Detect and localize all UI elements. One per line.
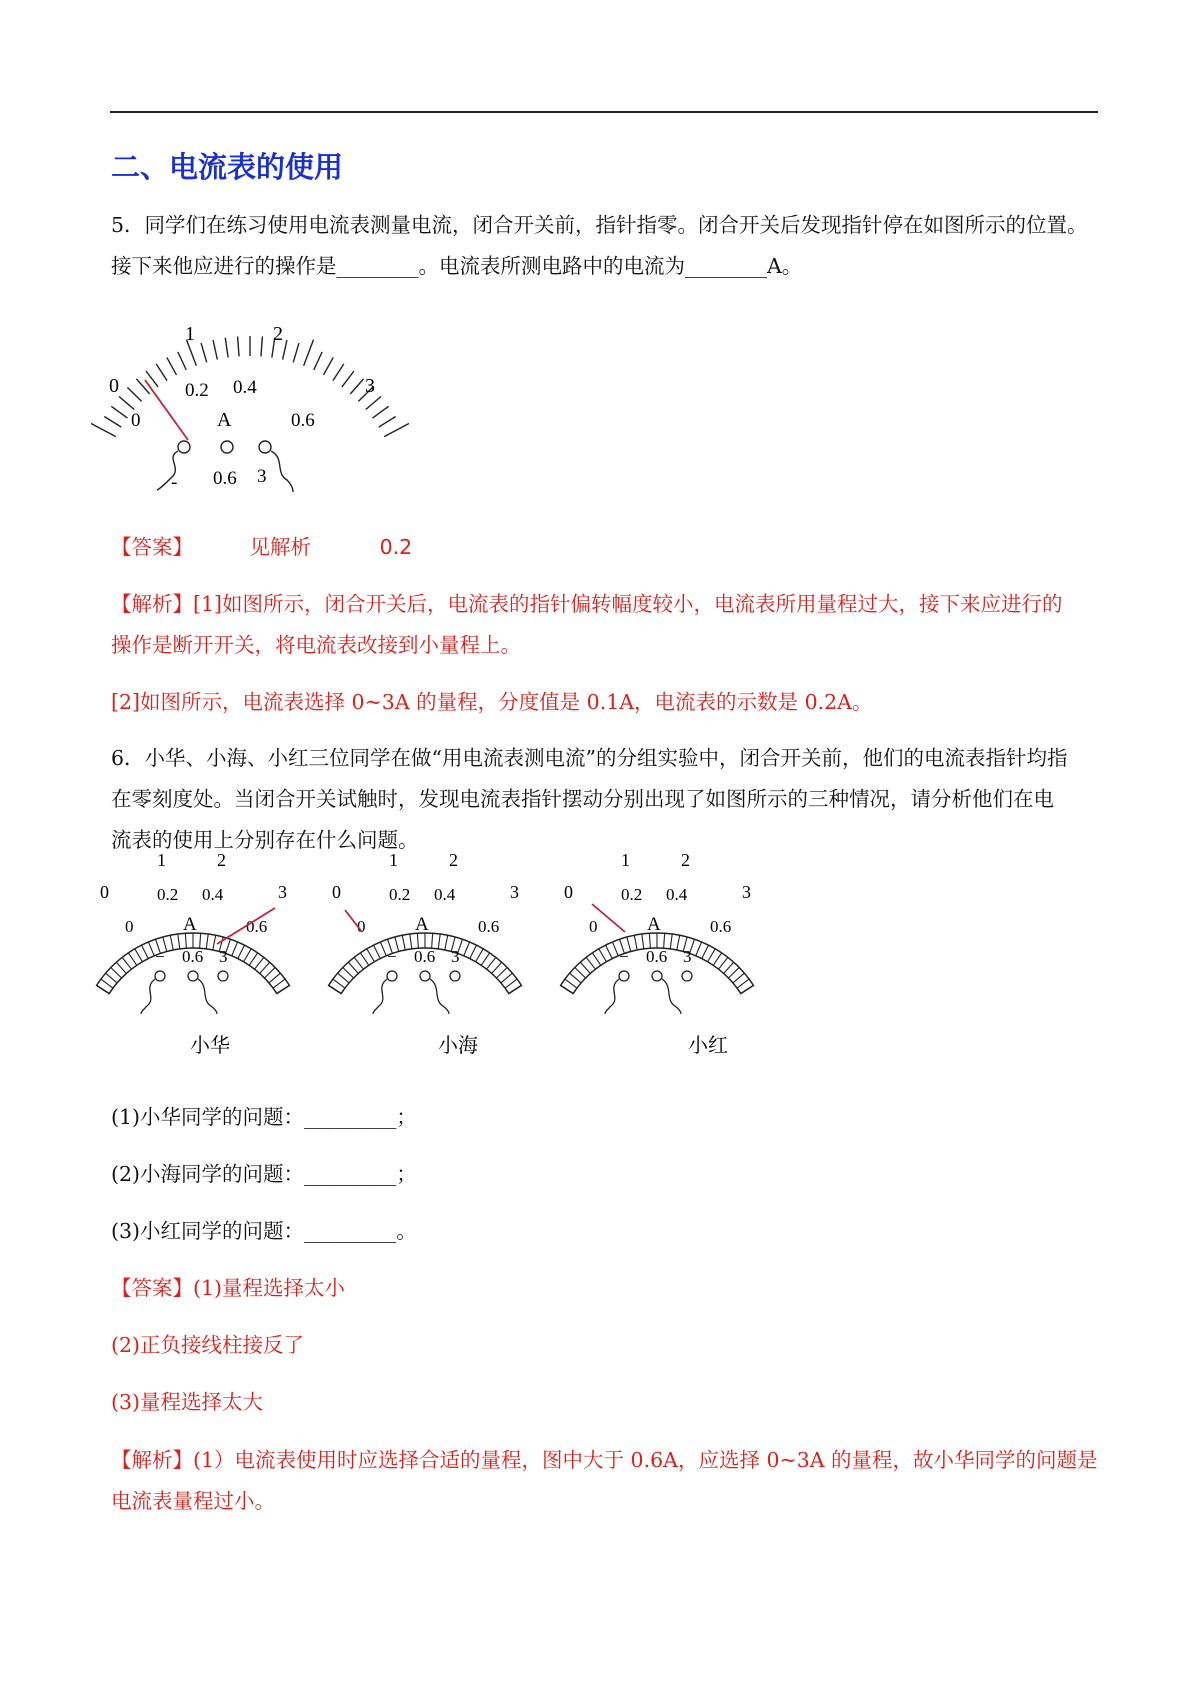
q6-question-3: (3)小红同学的问题：_________。 [111,1219,417,1243]
scale-tick [329,985,342,993]
scale-tick [741,985,754,993]
scale-tick [664,933,665,948]
scale-tick [612,942,618,956]
meter-name-xiaohua: 小华 [190,1033,230,1057]
scale-tick [283,340,287,360]
q5-lower-label: 0 [131,410,141,431]
unit-label: A [183,914,197,935]
scale-tick [642,934,644,949]
scale-tick [260,962,270,973]
scale-tick [244,949,252,962]
section-title: 二、电流表的使用 [111,150,344,184]
wire [430,979,449,1014]
terminal [652,971,662,981]
wire [373,979,387,1014]
q6-line3: 流表的使用上分别存在什么问题。 [111,828,419,852]
ammeter [329,850,522,1014]
q5-line2: 接下来他应进行的操作是________。电流表所测电路中的电流为________A。 [111,254,803,278]
q5-analysis-2: [2]如图所示，电流表选择 0~3A 的量程，分度值是 0.1A，电流表的示数是 0.2A。 [111,690,873,714]
scale-tick [255,957,264,969]
terminal-label: − [619,947,629,966]
lower-label: 0.6 [246,917,268,936]
q6-answer-3: (3)量程选择太大 [111,1390,264,1414]
scale-tick [586,957,595,969]
scale-tick [238,945,245,958]
scale-tick [592,953,600,965]
scale-tick [438,934,440,949]
lower-label: 0 [357,917,366,936]
q5-lower-label: 0.6 [291,410,315,431]
lower-label: 0.2 [389,885,411,904]
scale-tick [724,962,734,973]
scale-tick [128,953,136,965]
scale-tick [273,979,285,988]
scale-tick [733,973,744,983]
scale-tick [561,985,574,993]
upper-label: 2 [217,850,226,870]
q6-line1: 6．小华、小海、小红三位同学在做“用电流表测电流”的分组实验中，闭合开关前，他们的电流表指针均指 [111,746,1068,770]
lower-label: 0 [589,917,598,936]
terminal-label: − [155,947,165,966]
scale-tick [201,343,207,362]
scale-tick [719,957,728,969]
q6-analysis-a: 【解析】(1）电流表使用时应选择合适的量程，图中大于 0.6A，应选择 0~3A 的量程，故小华同学的问题是 [111,1448,1098,1472]
scale-tick [565,979,577,988]
ammeter [97,850,290,1014]
terminal [682,971,692,981]
scale-tick [293,343,299,362]
scale-tick [304,340,314,366]
lower-label: 0 [125,917,134,936]
scale-tick [178,934,180,949]
scale-tick [492,962,502,973]
scale-tick [342,371,354,387]
scale-tick [670,934,672,949]
terminal [387,971,397,981]
q5-unit-label: A [217,409,232,431]
lower-label: 0.2 [621,885,643,904]
upper-label: 0 [100,882,109,902]
scale-tick [106,973,117,983]
q5-needle [145,380,188,440]
scale-tick [713,953,721,965]
scale-tick [599,949,607,962]
meter-name-xiaohai: 小海 [438,1033,478,1057]
terminal [619,971,629,981]
terminal-label: 3 [683,947,692,966]
scale-tick [232,942,238,956]
scale-tick [367,949,375,962]
scale-tick [119,397,134,410]
scale-tick [213,935,216,950]
scale-tick [225,338,228,358]
q5-lower-label: 0.2 [185,380,209,401]
q5-upper-label: 3 [365,375,375,397]
scale-tick [116,962,126,973]
wire [662,979,681,1014]
scale-tick [148,942,154,956]
lower-label: 0.4 [666,885,688,904]
scale-tick [445,935,448,950]
scale-tick [314,352,322,370]
terminal [188,971,198,981]
scale-tick [501,973,512,983]
scale-tick [417,933,418,948]
scale-tick [238,336,239,356]
scale-tick [580,962,590,973]
scale-tick [200,933,201,948]
wire [198,979,217,1014]
q6-ammeters-figure [100,850,835,1070]
scale-tick [261,336,262,356]
q6-line2: 在零刻度处。当闭合开关试触时，发现电流表指针摆动分别出现了如图所示的三种情况，请分析他们在电 [111,787,1054,811]
q5-answer [111,527,1101,568]
ammeter [561,850,754,1014]
terminal [450,971,460,981]
terminal [155,971,165,981]
lower-label: 0.6 [478,917,500,936]
scale-tick [206,934,208,949]
scale-tick [481,953,489,965]
scale-tick [333,979,345,988]
q5-terminal-label: 3 [257,466,267,487]
scale-tick [677,935,680,950]
q6-question-1: (1)小华同学的问题：_________； [111,1105,417,1129]
scale-tick [170,935,173,950]
scale-tick [696,942,702,956]
scale-tick [374,945,381,958]
upper-label: 3 [742,882,751,902]
scale-tick [505,979,517,988]
q5-answer-2: 0.2 [379,535,413,559]
scale-tick [185,933,186,948]
scale-tick [470,945,477,958]
q6-meters [97,850,754,1014]
terminal-label: 3 [451,947,460,966]
scale-tick [410,934,412,949]
scale-tick [350,379,363,394]
scale-tick [360,953,368,965]
upper-label: 0 [332,882,341,902]
upper-label: 3 [278,882,287,902]
scale-tick [156,364,167,381]
terminal-label: − [387,947,397,966]
unit-label: A [647,914,661,935]
scale-tick [97,985,110,993]
upper-label: 3 [510,882,519,902]
q5-upper-label: 1 [185,323,195,345]
upper-label: 1 [621,850,630,870]
upper-label: 2 [681,850,690,870]
scale-tick [384,423,409,436]
upper-label: 1 [157,850,166,870]
scale-tick [324,357,334,375]
lower-label: 0.6 [710,917,732,936]
scale-tick [570,973,581,983]
scale-tick [464,942,470,956]
scale-tick [366,397,381,410]
scale-tick [354,957,363,969]
scale-tick [606,945,613,958]
scale-tick [509,985,522,993]
scale-tick [91,423,116,436]
scale-tick [101,979,113,988]
scale-tick [702,945,709,958]
scale-tick [269,973,280,983]
lower-label: 0.4 [434,885,456,904]
scale-tick [476,949,484,962]
scale-tick [111,406,127,418]
scale-tick [373,406,389,418]
wire [141,979,155,1014]
lower-label: 0.2 [157,885,179,904]
q5-upper-label: 0 [109,375,119,397]
unit-label: A [415,914,429,935]
q6-analysis-b: 电流表量程过小。 [111,1489,275,1513]
q6-question-2: (2)小海同学的问题：_________； [111,1162,417,1186]
scale-tick [127,387,141,401]
scale-tick [496,968,507,978]
terminal-label: 0.6 [646,947,668,966]
answer-tag: 【答案】 [111,535,193,559]
terminal-label: 3 [219,947,228,966]
scale-tick [432,933,433,948]
scale-tick [333,364,344,381]
q6-answer-1: 【答案】(1)量程选择太小 [111,1276,346,1300]
scale-tick [111,968,122,978]
scale-tick [277,985,290,993]
scale-tick [104,417,121,428]
terminal [420,971,430,981]
scale-tick [348,962,358,973]
scale-tick [343,968,354,978]
scale-tick [122,957,131,969]
terminal-label: 0.6 [414,947,436,966]
scale-tick [634,935,637,950]
scale-tick [708,949,716,962]
q5-analysis-1a: 【解析】[1]如图所示，闭合开关后，电流表的指针偏转幅度较小，电流表所用量程过大，接下来应进行的 [111,592,1063,616]
q5-lower-label: 0.4 [233,377,257,398]
scale-tick [167,357,177,375]
wire [605,979,619,1014]
q5-analysis-1b: 操作是断开开关，将电流表改接到小量程上。 [111,633,521,657]
scale-tick [649,933,650,948]
upper-label: 2 [449,850,458,870]
meter-name-xiaohong: 小红 [688,1033,728,1057]
scale-tick [136,379,149,394]
scale-tick [249,953,257,965]
scale-tick [135,949,143,962]
scale-tick [737,979,749,988]
scale-tick [338,973,349,983]
lower-label: 0.4 [202,885,224,904]
terminal-label: 0.6 [182,947,204,966]
scale-tick [213,340,217,360]
q6-answer-2: (2)正负接线柱接反了 [111,1333,305,1357]
q5-upper-label: 2 [273,323,283,345]
scale-tick [380,942,386,956]
q5-line1: 5．同学们在练习使用电流表测量电流，闭合开关前，指针指零。闭合开关后发现指针停在如图所示的位置。 [111,213,1088,237]
terminal [218,971,228,981]
scale-tick [142,945,149,958]
q5-ammeter-figure [105,318,395,508]
scale-tick [178,352,186,370]
q5-terminal-label: 0.6 [213,468,237,489]
scale-tick [487,957,496,969]
scale-tick [728,968,739,978]
q5-answer-1: 见解析 [249,535,312,559]
scale-tick [264,968,275,978]
scale-tick [575,968,586,978]
q5-terminal-label: - [171,472,178,493]
upper-label: 1 [389,850,398,870]
upper-label: 0 [564,882,573,902]
scale-tick [402,935,405,950]
top-rule [110,111,1098,113]
scale-tick [379,417,396,428]
